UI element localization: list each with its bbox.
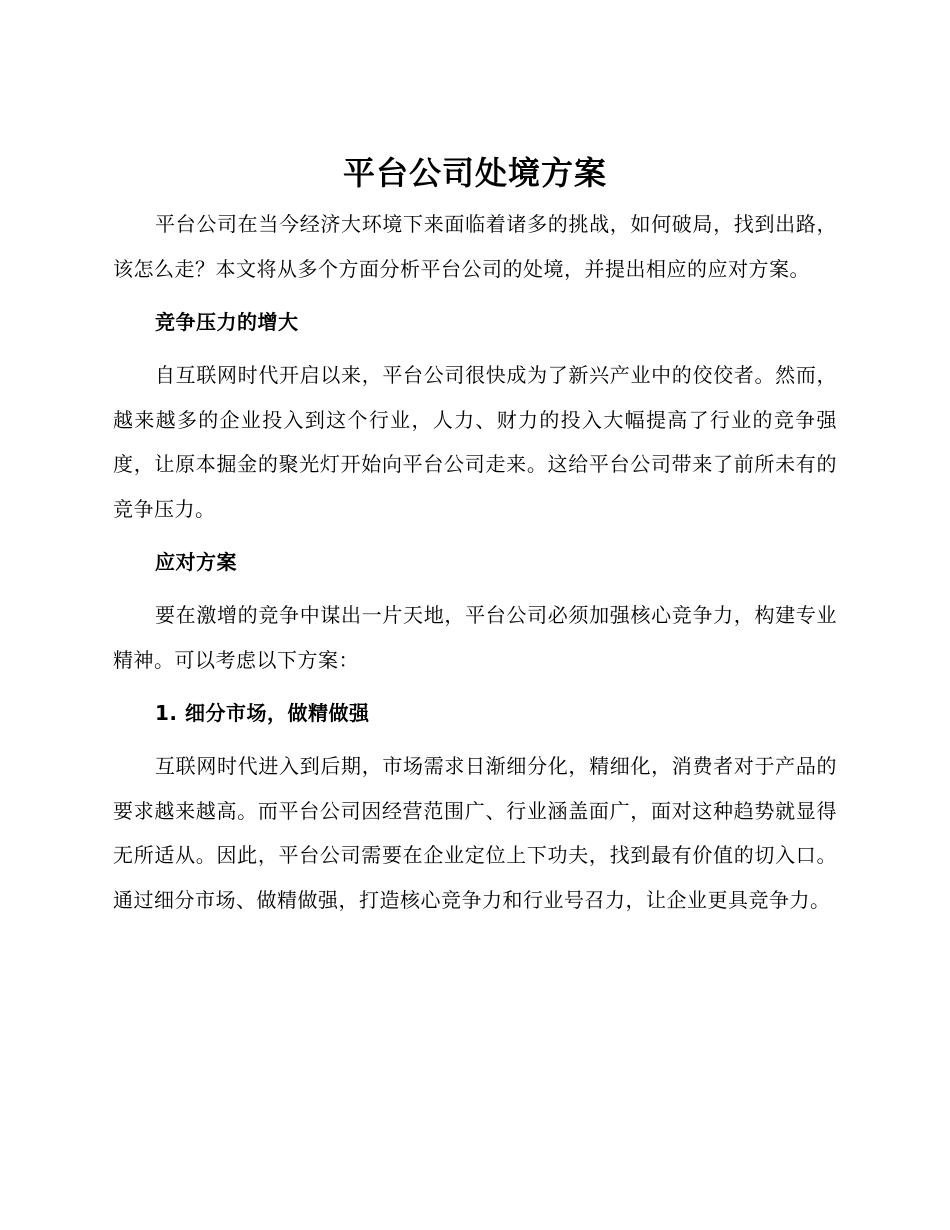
- intro-paragraph: 平台公司在当今经济大环境下来面临着诸多的挑战，如何破局，找到出路，该怎么走？本文将从多个方面分析平台公司的处境，并提出相应的应对方案。: [113, 212, 837, 281]
- document-content: [113, 150, 837, 922]
- section-heading-competition-pressure: 竞争压力的增大: [155, 310, 299, 334]
- section-heading-market-segmentation: 1. 细分市场，做精做强: [155, 701, 370, 725]
- section-body-response-plan: 要在激增的竞争中谋出一片天地，平台公司必须加强核心竞争力，构建专业精神。可以考虑以下方案：: [113, 603, 837, 672]
- section-body-competition-pressure: 自互联网时代开启以来，平台公司很快成为了新兴产业中的佼佼者。然而，越来越多的企业投入到这个行业，人力、财力的投入大幅提高了行业的竞争强度，让原本掘金的聚光灯开始向平台公司走来。这给平台公司带来了前所未有的竞争压力。: [113, 363, 837, 521]
- document-title: 平台公司处境方案: [342, 154, 607, 192]
- section-heading-response-plan: 应对方案: [155, 550, 237, 574]
- section-body-market-segmentation: 互联网时代进入到后期，市场需求日渐细分化，精细化，消费者对于产品的要求越来越高。而平台公司因经营范围广、行业涵盖面广，面对这种趋势就显得无所适从。因此，平台公司需要在企业定位上下功夫，找到最有价值的切入口。通过细分市场、做精做强，打造核心竞争力和行业号召力，让企业更具竞争力。: [113, 754, 837, 912]
